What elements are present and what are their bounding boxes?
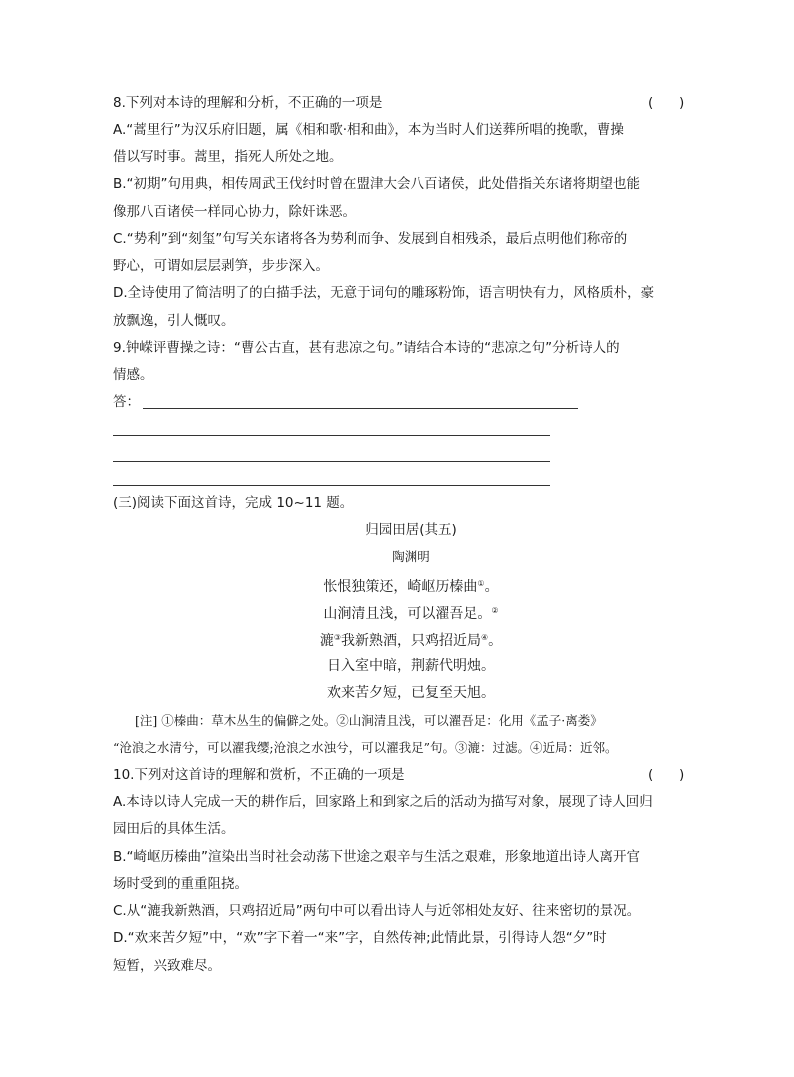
q10-option-d-line1: D.“欢来苦夕短”中，“欢”字下着一“来”字，自然传神;此情此景，引得诗人怨“夕”时 [113, 930, 607, 946]
poem-line-text: 山涧清且浅，可以濯吾足。 [323, 606, 492, 622]
q10-option-b-line1: B.“崎岖历榛曲”渲染出当时社会动荡下世途之艰辛与生活之艰难，形象地道出诗人离开官 [113, 849, 641, 865]
q10-option-d-line2: 短暂，兴致难尽。 [113, 958, 221, 974]
q10-option-b-line2: 场时受到的重重阻挠。 [113, 876, 248, 892]
answer-line [113, 485, 550, 486]
q8-option-b-line1: B.“初期”句用典，相传周武王伐纣时曾在盟津大会八百诸侯，此处借指关东诸将期望也能 [113, 176, 641, 192]
q10-answer-bracket: ( ) [648, 767, 685, 783]
poem-line-tail: 。 [488, 633, 503, 649]
footnote-marker: ② [491, 606, 499, 615]
poem-line-text: 日入室中暗，荆薪代明烛。 [327, 658, 495, 674]
poem-line [14, 657, 794, 675]
q8-option-a-line2: 借以写时事。蒿里，指死人所处之地。 [113, 149, 343, 165]
q8-option-b-line2: 像那八百诸侯一样同心协力，除奸诛恶。 [113, 204, 356, 220]
q8-option-d-line2: 放飘逸，引人慨叹。 [113, 313, 235, 329]
poem-line-tail: 。 [484, 579, 499, 595]
q10-option-a-line1: A.本诗以诗人完成一天的耕作后，回家路上和到家之后的活动为描写对象，展现了诗人回归 [113, 794, 653, 810]
poem-line [14, 602, 794, 623]
section-heading: (三)阅读下面这首诗，完成 10~11 题。 [113, 495, 354, 511]
poem-line-text: 欢来苦夕短，已复至天旭。 [327, 685, 495, 701]
q10-option-a-line2: 园田后的具体生活。 [113, 821, 235, 837]
q9-stem-line1: 9.钟嵘评曹操之诗：“曹公古直，甚有悲凉之句。”请结合本诗的“悲凉之句”分析诗人的 [113, 340, 620, 356]
poem-line [14, 575, 794, 596]
poem-title: 归园田居(其五) [365, 522, 457, 538]
q8-option-a-line1: A.“蒿里行”为汉乐府旧题，属《相和歌·相和曲》，本为当时人们送葬所唱的挽歌，曹操 [113, 122, 624, 138]
q8-option-c-line1: C.“势利”到“刻玺”句写关东诸将各为势利而争、发展到自相残杀，最后点明他们称帝的 [113, 231, 628, 247]
q8-answer-bracket: ( ) [648, 95, 685, 111]
q9-answer-label: 答： [113, 394, 140, 410]
poem-line-text: 怅恨独策还，崎岖历榛曲 [323, 579, 478, 595]
q10-option-c-line1: C.从“漉我新熟酒，只鸡招近局”两句中可以看出诗人与近邻相处友好、往来密切的景况。 [113, 903, 641, 919]
q8-option-d-line1: D.全诗使用了简洁明了的白描手法，无意于词句的雕琢粉饰，语言明快有力，风格质朴，豪 [113, 285, 655, 301]
poem-line [14, 684, 794, 702]
poem-line-text: 我新熟酒，只鸡招近局 [341, 633, 481, 649]
q9-stem-line2: 情感。 [113, 367, 154, 383]
answer-line [113, 461, 550, 462]
poem-author: 陶渊明 [392, 549, 430, 564]
annotation-line2: “沧浪之水清兮，可以濯我缨;沧浪之水浊兮，可以濯我足”句。③漉：过滤。④近局：近邻。 [113, 740, 618, 755]
footnote-marker: ③ [333, 633, 341, 642]
footnote-marker: ① [477, 579, 485, 588]
q8-stem: 8.下列对本诗的理解和分析，不正确的一项是 [113, 95, 383, 111]
annotation-line1: [注] ①榛曲：草木丛生的偏僻之处。②山涧清且浅，可以濯吾足：化用《孟子·离娄》 [135, 713, 603, 728]
answer-line [143, 408, 578, 409]
footnote-marker: ④ [481, 633, 489, 642]
q8-option-c-line2: 野心，可谓如层层剥笋，步步深入。 [113, 258, 329, 274]
q10-stem: 10.下列对这首诗的理解和赏析，不正确的一项是 [113, 767, 405, 783]
answer-line [113, 435, 550, 436]
poem-line [14, 629, 794, 650]
poem-line-text: 漉 [319, 633, 334, 649]
